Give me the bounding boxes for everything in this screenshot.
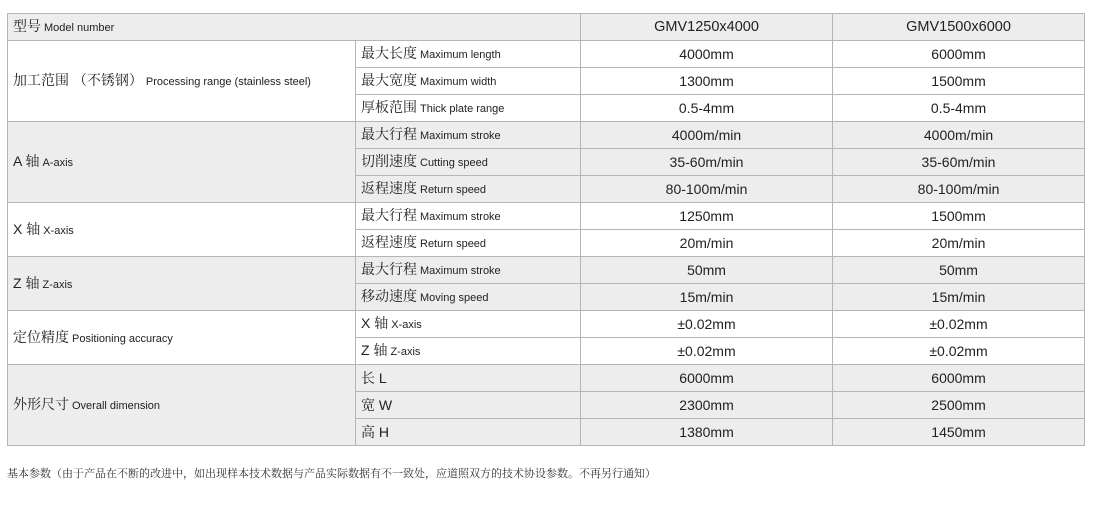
value-cell-model-1: 35-60m/min xyxy=(581,149,833,176)
value-cell-model-2: 20m/min xyxy=(833,230,1085,257)
value-cell-model-1: 0.5-4mm xyxy=(581,95,833,122)
param-label-zh: 最大行程 xyxy=(361,261,417,277)
param-label-cell xyxy=(356,41,581,68)
group-label-en: X-axis xyxy=(43,224,74,237)
value-cell-model-1: 2300mm xyxy=(581,392,833,419)
param-label-zh: 长 L xyxy=(361,370,387,386)
param-label-en: Moving speed xyxy=(420,292,489,304)
param-label-en: Maximum stroke xyxy=(420,211,501,223)
param-label-zh: 最大行程 xyxy=(361,126,417,142)
value-cell-model-2: 6000mm xyxy=(833,41,1085,68)
value-cell-model-1: ±0.02mm xyxy=(581,311,833,338)
param-label-cell xyxy=(356,149,581,176)
param-label-en: Maximum length xyxy=(420,49,501,61)
value-cell-model-1: 4000m/min xyxy=(581,122,833,149)
value-cell-model-2: ±0.02mm xyxy=(833,311,1085,338)
value-cell-model-2: 2500mm xyxy=(833,392,1085,419)
param-label-cell xyxy=(356,311,581,338)
param-label-zh: X 轴 xyxy=(361,315,389,331)
param-label-zh: 返程速度 xyxy=(361,180,417,196)
group-label-en: Overall dimension xyxy=(72,400,161,412)
model-column-1: GMV1250x4000 xyxy=(581,14,833,41)
param-label-en: Z-axis xyxy=(390,346,421,358)
spec-table-body xyxy=(8,14,1085,446)
table-row xyxy=(8,311,1085,338)
param-label-cell xyxy=(356,122,581,149)
param-label-zh: 高 H xyxy=(361,424,389,440)
table-row xyxy=(8,203,1085,230)
param-label-zh: Z 轴 xyxy=(361,342,388,358)
param-label-en: Maximum width xyxy=(420,76,497,88)
param-label-cell xyxy=(356,230,581,257)
group-label-zh: 外形尺寸 xyxy=(13,396,69,412)
group-label-cell xyxy=(8,122,356,203)
value-cell-model-2: 15m/min xyxy=(833,284,1085,311)
param-label-zh: 移动速度 xyxy=(361,288,417,304)
param-label-cell xyxy=(356,338,581,365)
group-label-zh: X 轴 xyxy=(13,220,41,237)
value-cell-model-2: 80-100m/min xyxy=(833,176,1085,203)
model-number-label-en: Model number xyxy=(44,22,115,34)
group-label-zh: Z 轴 xyxy=(13,274,40,291)
param-label-cell xyxy=(356,95,581,122)
value-cell-model-2: 1450mm xyxy=(833,419,1085,446)
spec-table xyxy=(7,13,1085,446)
param-label-cell xyxy=(356,257,581,284)
param-label-zh: 最大宽度 xyxy=(361,72,417,88)
table-row xyxy=(8,257,1085,284)
param-label-zh: 最大行程 xyxy=(361,207,417,223)
value-cell-model-1: 4000mm xyxy=(581,41,833,68)
model-number-header xyxy=(8,14,581,41)
group-label-en: Z-axis xyxy=(42,278,73,291)
param-label-en: Maximum stroke xyxy=(420,265,501,277)
value-cell-model-2: 50mm xyxy=(833,257,1085,284)
value-cell-model-1: 50mm xyxy=(581,257,833,284)
table-row xyxy=(8,365,1085,392)
group-label-en: Positioning accuracy xyxy=(72,332,173,345)
param-label-en: Thick plate range xyxy=(420,103,505,115)
header-row xyxy=(8,14,1085,41)
table-row xyxy=(8,41,1085,68)
group-label-cell xyxy=(8,203,356,257)
param-label-en: X-axis xyxy=(391,319,422,331)
value-cell-model-1: 15m/min xyxy=(581,284,833,311)
param-label-cell xyxy=(356,284,581,311)
param-label-en: Cutting speed xyxy=(420,157,488,169)
value-cell-model-1: 20m/min xyxy=(581,230,833,257)
group-label-zh: A 轴 xyxy=(13,153,40,169)
param-label-zh: 宽 W xyxy=(361,397,393,413)
group-label-cell xyxy=(8,41,356,122)
value-cell-model-1: 80-100m/min xyxy=(581,176,833,203)
value-cell-model-2: 1500mm xyxy=(833,68,1085,95)
value-cell-model-1: 1300mm xyxy=(581,68,833,95)
param-label-cell xyxy=(356,176,581,203)
group-label-en: A-axis xyxy=(42,157,74,169)
param-label-zh: 厚板范围 xyxy=(361,99,417,115)
param-label-cell xyxy=(356,392,581,419)
table-row xyxy=(8,122,1085,149)
value-cell-model-2: 0.5-4mm xyxy=(833,95,1085,122)
param-label-cell xyxy=(356,419,581,446)
value-cell-model-1: 1250mm xyxy=(581,203,833,230)
group-label-zh: 加工范围 （不锈钢） xyxy=(13,72,143,88)
param-label-zh: 返程速度 xyxy=(361,234,417,250)
value-cell-model-2: ±0.02mm xyxy=(833,338,1085,365)
param-label-cell xyxy=(356,203,581,230)
value-cell-model-2: 4000m/min xyxy=(833,122,1085,149)
param-label-cell xyxy=(356,365,581,392)
group-label-cell xyxy=(8,365,356,446)
param-label-en: Maximum stroke xyxy=(420,130,501,142)
group-label-zh: 定位精度 xyxy=(13,328,69,345)
value-cell-model-2: 1500mm xyxy=(833,203,1085,230)
model-column-2: GMV1500x6000 xyxy=(833,14,1085,41)
param-label-en: Return speed xyxy=(420,238,487,250)
value-cell-model-1: 6000mm xyxy=(581,365,833,392)
param-label-en: Return speed xyxy=(420,184,487,196)
group-label-en: Processing range (stainless steel) xyxy=(145,76,311,88)
param-label-cell xyxy=(356,68,581,95)
value-cell-model-2: 35-60m/min xyxy=(833,149,1085,176)
group-label-cell xyxy=(8,257,356,311)
value-cell-model-1: 1380mm xyxy=(581,419,833,446)
value-cell-model-1: ±0.02mm xyxy=(581,338,833,365)
group-label-cell xyxy=(8,311,356,365)
value-cell-model-2: 6000mm xyxy=(833,365,1085,392)
footnote: 基本参数（由于产品在不断的改进中，如出现样本技术数据与产品实际数据有不一致处，应道照双方的技术协设参数。不再另行通知） xyxy=(7,468,656,480)
param-label-zh: 切削速度 xyxy=(361,153,417,169)
model-number-label-zh: 型号 xyxy=(13,18,41,34)
param-label-zh: 最大长度 xyxy=(361,45,417,61)
